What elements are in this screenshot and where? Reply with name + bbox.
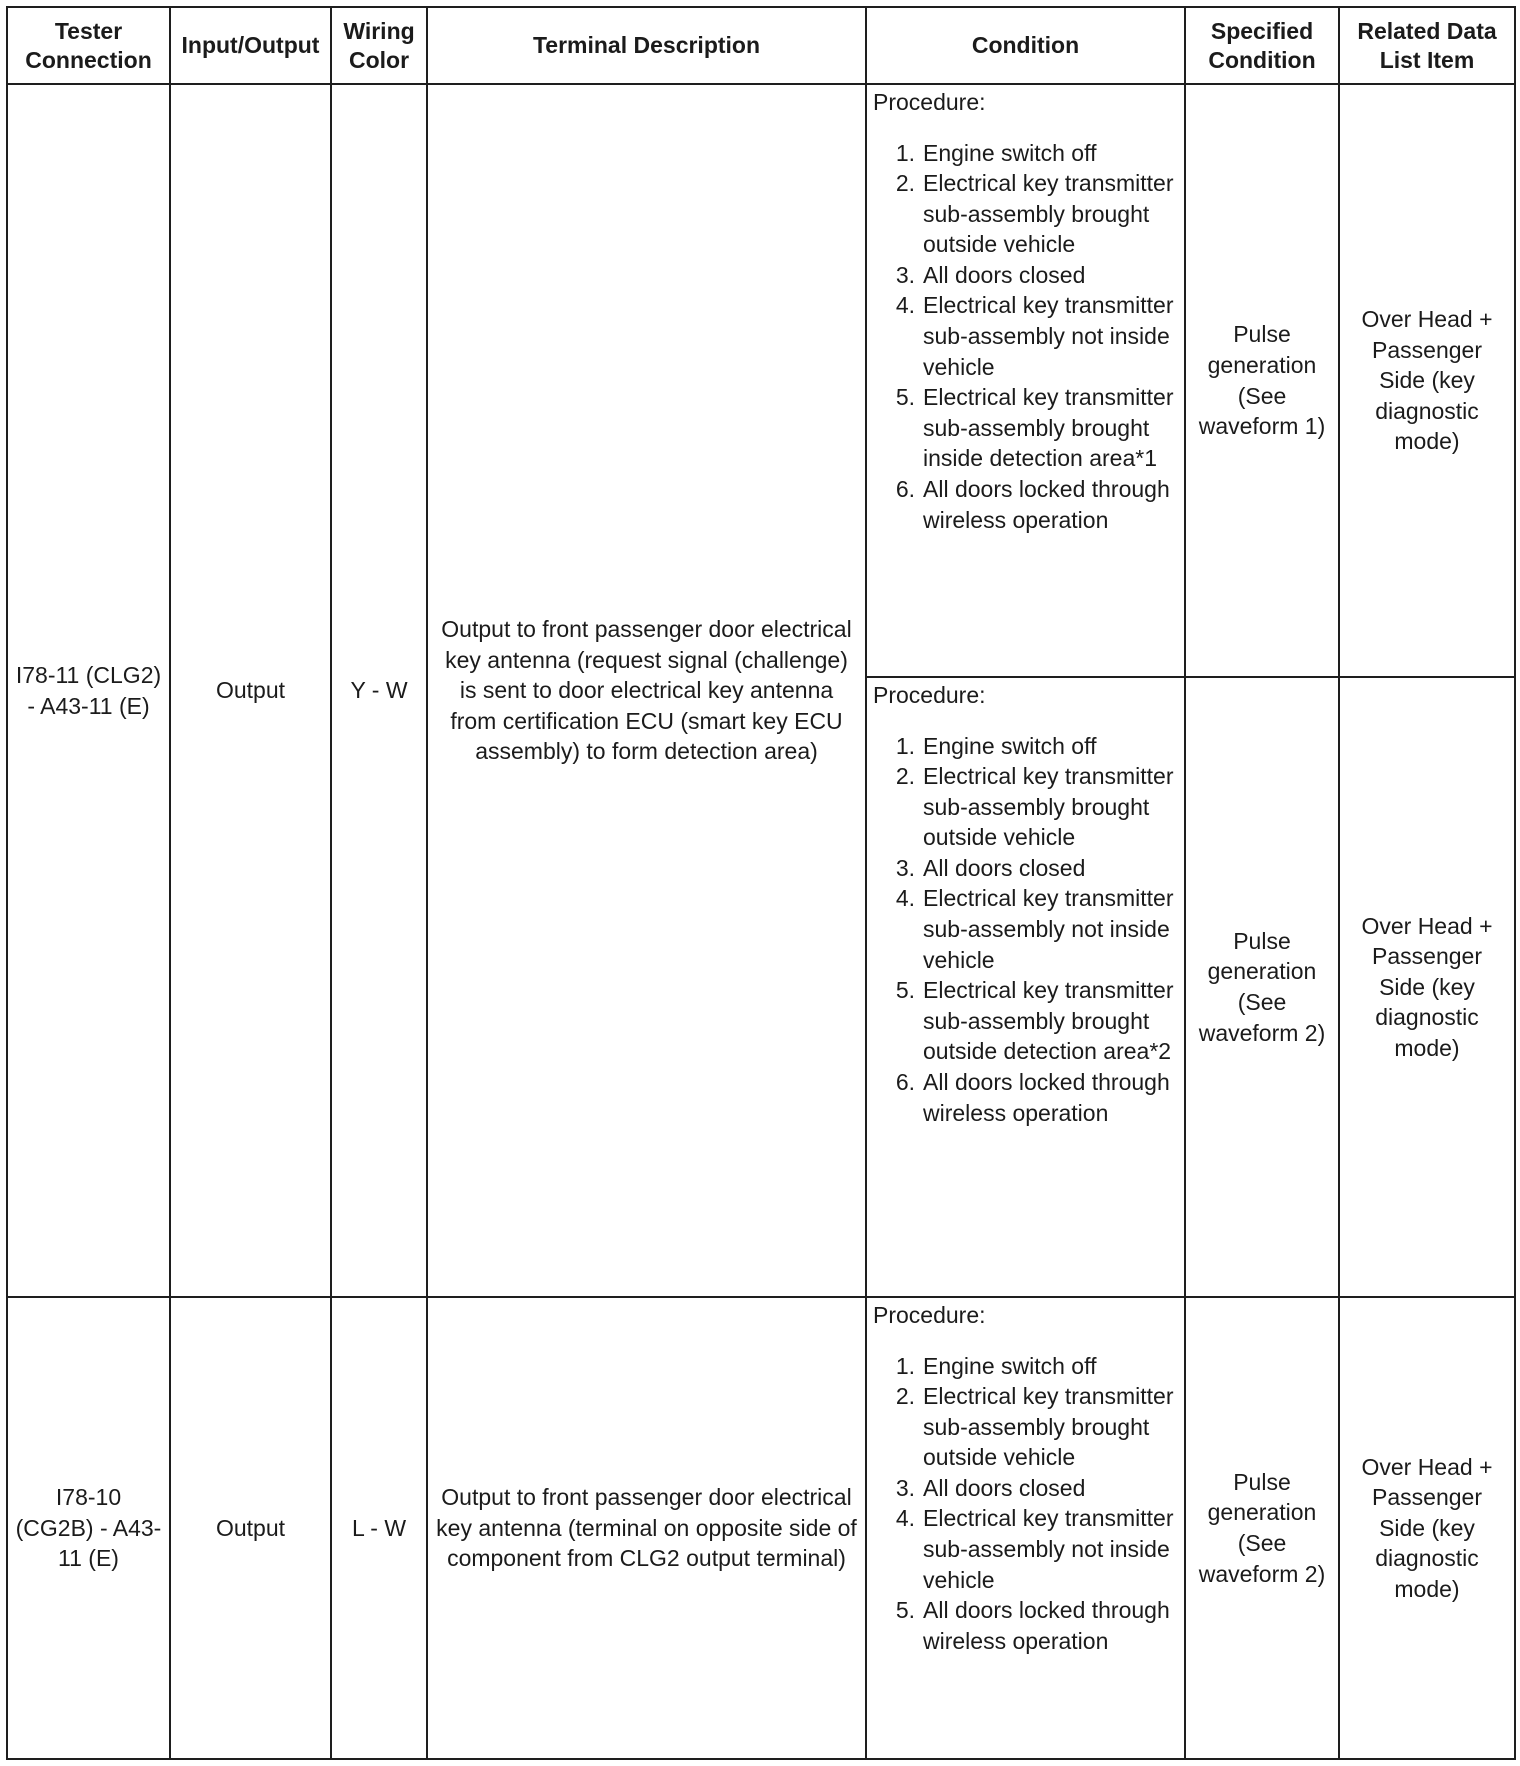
procedure-step: [895, 731, 1178, 762]
related-data-cell: Over Head + Passenger Side (key diagnostic mode): [1339, 84, 1515, 677]
step-number: 2.: [895, 763, 915, 790]
procedure-step: [895, 883, 1178, 975]
step-text: All doors locked through wireless operation: [923, 1597, 1170, 1654]
procedure-label: Procedure:: [873, 682, 986, 708]
procedure-step: [895, 260, 1178, 291]
step-number: 4.: [895, 885, 915, 912]
specified-condition-cell: Pulse generation (See waveform 2): [1185, 677, 1339, 1297]
step-number: 6.: [895, 1068, 915, 1095]
procedure-steps: [873, 1351, 1178, 1657]
procedure-step: [895, 168, 1178, 260]
step-number: 1.: [895, 732, 915, 759]
step-text: Electrical key transmitter sub-assembly brought outside vehicle: [923, 763, 1174, 851]
related-data-cell: Over Head + Passenger Side (key diagnostic mode): [1339, 1297, 1515, 1759]
step-text: All doors closed: [923, 1474, 1086, 1501]
condition-cell: [866, 677, 1185, 1297]
step-text: All doors closed: [923, 261, 1086, 288]
procedure-step: [895, 853, 1178, 884]
wiring-color-cell: L - W: [331, 1297, 427, 1759]
input-output-cell: Output: [170, 1297, 331, 1759]
procedure-steps: [873, 138, 1178, 536]
step-number: 5.: [895, 384, 915, 411]
step-number: 3.: [895, 1474, 915, 1501]
step-text: Electrical key transmitter sub-assembly brought outside vehicle: [923, 1383, 1174, 1471]
header-related-data-list-item: Related Data List Item: [1339, 7, 1515, 84]
procedure-step: [895, 1503, 1178, 1595]
header-wiring-color: Wiring Color: [331, 7, 427, 84]
table-row: [7, 84, 1515, 677]
condition-cell: [866, 1297, 1185, 1759]
terminal-spec-sheet: [6, 6, 1514, 1760]
procedure-step: [895, 975, 1178, 1067]
step-text: Electrical key transmitter sub-assembly brought outside vehicle: [923, 170, 1174, 258]
procedure-step: [895, 290, 1178, 382]
procedure-step: [895, 1595, 1178, 1656]
step-text: Engine switch off: [923, 732, 1097, 759]
header-specified-condition: Specified Condition: [1185, 7, 1339, 84]
table-row: [7, 1297, 1515, 1759]
header-tester-connection: Tester Connection: [7, 7, 170, 84]
step-number: 3.: [895, 261, 915, 288]
step-text: All doors locked through wireless operation: [923, 1068, 1170, 1126]
specified-condition-cell: Pulse generation (See waveform 2): [1185, 1297, 1339, 1759]
specified-condition-cell: Pulse generation (See waveform 1): [1185, 84, 1339, 677]
procedure-step: [895, 382, 1178, 474]
tester-connection-cell: I78-11 (CLG2) - A43-11 (E): [7, 84, 170, 1297]
step-number: 5.: [895, 1597, 915, 1624]
step-text: All doors closed: [923, 854, 1086, 881]
procedure-step: [895, 1351, 1178, 1382]
terminal-spec-table: [6, 6, 1516, 1760]
procedure-step: [895, 1473, 1178, 1504]
step-text: Engine switch off: [923, 1352, 1097, 1379]
procedure-step: [895, 1067, 1178, 1128]
procedure-step: [895, 761, 1178, 853]
step-number: 6.: [895, 475, 915, 502]
header-condition: Condition: [866, 7, 1185, 84]
step-text: Electrical key transmitter sub-assembly not inside vehicle: [923, 1505, 1174, 1593]
step-number: 2.: [895, 170, 915, 197]
procedure-steps: [873, 731, 1178, 1129]
step-number: 5.: [895, 977, 915, 1004]
header-terminal-description: Terminal Description: [427, 7, 866, 84]
step-number: 4.: [895, 292, 915, 319]
step-text: Electrical key transmitter sub-assembly not inside vehicle: [923, 885, 1174, 973]
input-output-cell: Output: [170, 84, 331, 1297]
terminal-description-cell: Output to front passenger door electrical key antenna (request signal (challenge) is sent to door electrical key antenna from certification ECU (smart key ECU assembly) to form detection area): [427, 84, 866, 1297]
procedure-label: Procedure:: [873, 1302, 986, 1328]
step-text: Engine switch off: [923, 139, 1097, 166]
step-number: 4.: [895, 1505, 915, 1532]
step-text: Electrical key transmitter sub-assembly brought inside detection area*1: [923, 384, 1174, 472]
procedure-step: [895, 474, 1178, 535]
step-text: Electrical key transmitter sub-assembly brought outside detection area*2: [923, 977, 1174, 1065]
step-number: 3.: [895, 854, 915, 881]
procedure-step: [895, 138, 1178, 169]
step-text: All doors locked through wireless operation: [923, 475, 1170, 533]
related-data-cell: Over Head + Passenger Side (key diagnostic mode): [1339, 677, 1515, 1297]
terminal-description-cell: Output to front passenger door electrical key antenna (terminal on opposite side of component from CLG2 output terminal): [427, 1297, 866, 1759]
step-text: Electrical key transmitter sub-assembly not inside vehicle: [923, 292, 1174, 380]
step-number: 1.: [895, 139, 915, 166]
step-number: 2.: [895, 1383, 915, 1410]
tester-connection-cell: I78-10 (CG2B) - A43-11 (E): [7, 1297, 170, 1759]
header-input-output: Input/Output: [170, 7, 331, 84]
wiring-color-cell: Y - W: [331, 84, 427, 1297]
condition-cell: [866, 84, 1185, 677]
procedure-step: [895, 1381, 1178, 1473]
step-number: 1.: [895, 1352, 915, 1379]
header-row: [7, 7, 1515, 84]
procedure-label: Procedure:: [873, 89, 986, 115]
